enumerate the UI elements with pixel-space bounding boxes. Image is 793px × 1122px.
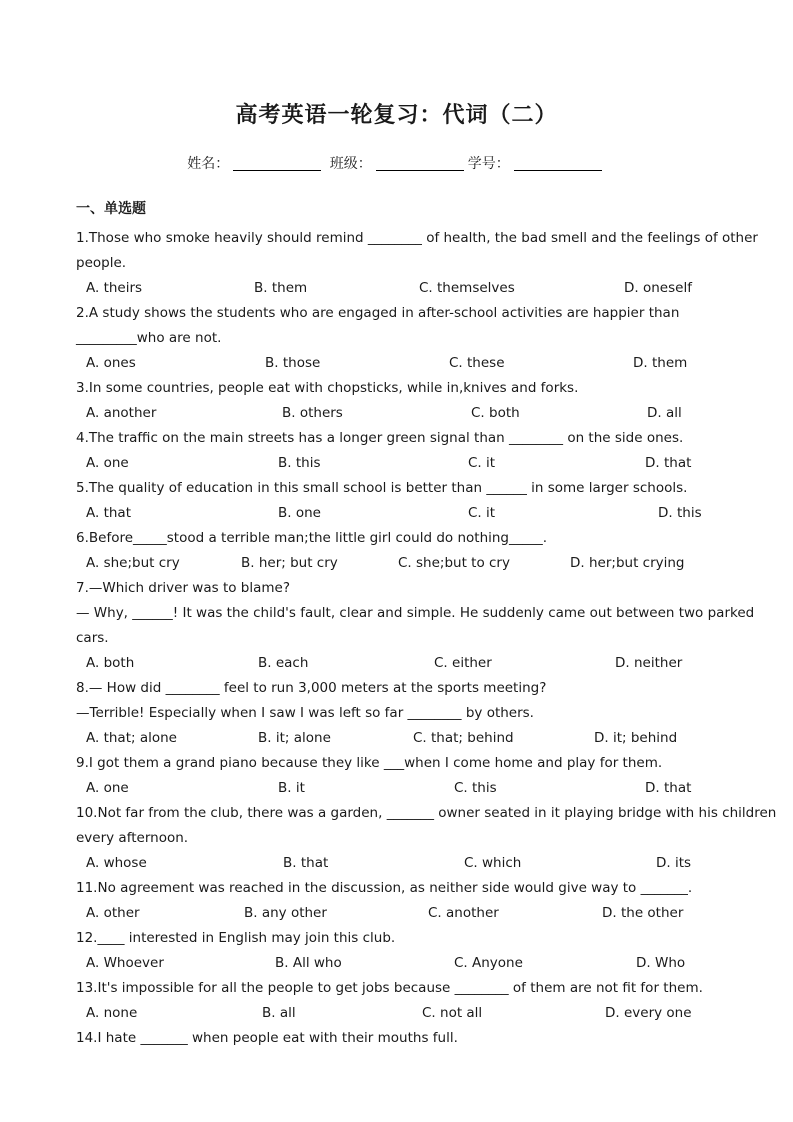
answer-option[interactable]: D. all [647, 405, 682, 421]
question-text: —Terrible! Especially when I saw I was left so far ________ by others. [76, 705, 534, 721]
options-row [76, 776, 726, 801]
question-item [76, 426, 726, 476]
answer-option[interactable]: D. her;but crying [570, 555, 685, 571]
question-text: people. [76, 255, 127, 271]
question-item [76, 801, 777, 876]
answer-option[interactable]: C. it [468, 455, 496, 471]
question-item [76, 676, 726, 751]
question-item [76, 376, 726, 426]
answer-option[interactable]: B. all [262, 1005, 296, 1021]
answer-option[interactable]: C. either [434, 655, 492, 671]
answer-option[interactable]: D. Who [636, 955, 686, 971]
question-item [76, 526, 726, 576]
question-text: 6.Before_____stood a terrible man;the little girl could do nothing_____. [76, 530, 548, 546]
question-item [76, 926, 726, 976]
question-text: — Why, ______! It was the child's fault, clear and simple. He suddenly came out between two parked [76, 605, 755, 621]
answer-option[interactable]: D. the other [602, 905, 684, 921]
question-text: 3.In some countries, people eat with chopsticks, while in,knives and forks. [76, 380, 579, 396]
answer-option[interactable]: B. others [282, 405, 343, 421]
question-text: 1.Those who smoke heavily should remind ________ of health, the bad smell and the feelings of other [76, 230, 758, 246]
answer-option[interactable]: D. it; behind [594, 730, 678, 746]
options-row [76, 501, 726, 526]
options-row [76, 951, 726, 976]
question-text: 7.—Which driver was to blame? [76, 580, 291, 596]
document-title: 高考英语一轮复习：代词（二） [235, 103, 558, 128]
class-label: 班级： [329, 156, 372, 172]
question-item [76, 876, 726, 926]
answer-option[interactable]: D. its [656, 855, 692, 871]
answer-option[interactable]: B. that [283, 855, 329, 871]
question-text: 10.Not far from the club, there was a garden, _______ owner seated in it playing bridge with his children [76, 805, 777, 821]
answer-option[interactable]: D. that [645, 780, 692, 796]
answer-option[interactable]: B. this [278, 455, 321, 471]
answer-option[interactable]: A. whose [86, 855, 147, 871]
answer-option[interactable]: B. those [265, 355, 321, 371]
question-text: 11.No agreement was reached in the discussion, as neither side would give way to _______. [76, 880, 693, 896]
answer-option[interactable]: C. both [471, 405, 520, 421]
answer-option[interactable]: A. Whoever [86, 955, 164, 971]
options-row [76, 276, 726, 301]
class-blank[interactable] [376, 156, 464, 171]
question-text: 5.The quality of education in this small school is better than ______ in some larger schools. [76, 480, 688, 496]
answer-option[interactable]: C. not all [422, 1005, 483, 1021]
question-item [76, 751, 726, 801]
answer-option[interactable]: B. it [278, 780, 305, 796]
answer-option[interactable]: C. that; behind [413, 730, 514, 746]
question-text: every afternoon. [76, 830, 189, 846]
answer-option[interactable]: A. one [86, 455, 129, 471]
answer-option[interactable]: A. she;but cry [86, 555, 180, 571]
answer-option[interactable]: A. that [86, 505, 131, 521]
question-list [76, 226, 777, 1051]
answer-option[interactable]: D. neither [615, 655, 683, 671]
answer-option[interactable]: A. one [86, 780, 129, 796]
options-row [76, 551, 726, 576]
options-row [76, 726, 726, 751]
answer-option[interactable]: C. she;but to cry [398, 555, 510, 571]
id-blank[interactable] [514, 156, 602, 171]
question-text: 9.I got them a grand piano because they like ___when I come home and play for them. [76, 755, 663, 771]
answer-option[interactable]: B. any other [244, 905, 327, 921]
answer-option[interactable]: C. these [449, 355, 505, 371]
student-info-row [0, 153, 793, 173]
question-text: 8.— How did ________ feel to run 3,000 meters at the sports meeting? [76, 680, 547, 696]
answer-option[interactable]: C. another [428, 905, 499, 921]
answer-option[interactable]: C. it [468, 505, 496, 521]
answer-option[interactable]: C. this [454, 780, 497, 796]
answer-option[interactable]: B. one [278, 505, 321, 521]
answer-option[interactable]: D. that [645, 455, 692, 471]
answer-option[interactable]: D. every one [605, 1005, 692, 1021]
answer-option[interactable]: A. ones [86, 355, 136, 371]
answer-option[interactable]: D. them [633, 355, 688, 371]
name-blank[interactable] [233, 156, 321, 171]
answer-option[interactable]: A. none [86, 1005, 138, 1021]
question-item [76, 976, 726, 1026]
question-text: 2.A study shows the students who are engaged in after-school activities are happier than [76, 305, 680, 321]
answer-option[interactable]: A. that; alone [86, 730, 177, 746]
question-item [76, 576, 755, 676]
question-item [76, 1026, 726, 1051]
options-row [76, 651, 726, 676]
options-row [76, 851, 726, 876]
answer-option[interactable]: C. themselves [419, 280, 515, 296]
answer-option[interactable]: D. oneself [624, 280, 692, 296]
answer-option[interactable]: C. Anyone [454, 955, 523, 971]
question-item [76, 476, 726, 526]
question-text: cars. [76, 630, 109, 646]
options-row [76, 901, 726, 926]
options-row [76, 351, 726, 376]
options-row [76, 401, 726, 426]
question-text: _________who are not. [76, 330, 222, 346]
question-item [76, 226, 758, 301]
answer-option[interactable]: A. another [86, 405, 157, 421]
id-label: 学号： [467, 156, 510, 172]
options-row [76, 1001, 726, 1026]
question-text: 13.It's impossible for all the people to get jobs because ________ of them are not fit for them. [76, 980, 703, 996]
question-text: 4.The traffic on the main streets has a longer green signal than ________ on the side ones. [76, 430, 684, 446]
question-text: 12.____ interested in English may join this club. [76, 930, 396, 946]
question-item [76, 301, 726, 376]
section-title: 一、单选题 [76, 201, 146, 217]
answer-option[interactable]: A. both [86, 655, 135, 671]
answer-option[interactable]: D. this [658, 505, 702, 521]
answer-option[interactable]: C. which [464, 855, 522, 871]
answer-option[interactable]: B. her; but cry [241, 555, 338, 571]
question-text: 14.I hate _______ when people eat with their mouths full. [76, 1030, 458, 1046]
answer-option[interactable]: B. it; alone [258, 730, 331, 746]
options-row [76, 451, 726, 476]
name-label: 姓名： [187, 156, 230, 172]
answer-option[interactable]: A. other [86, 905, 140, 921]
answer-option[interactable]: B. All who [275, 955, 342, 971]
answer-option[interactable]: A. theirs [86, 280, 143, 296]
answer-option[interactable]: B. each [258, 655, 309, 671]
answer-option[interactable]: B. them [254, 280, 308, 296]
